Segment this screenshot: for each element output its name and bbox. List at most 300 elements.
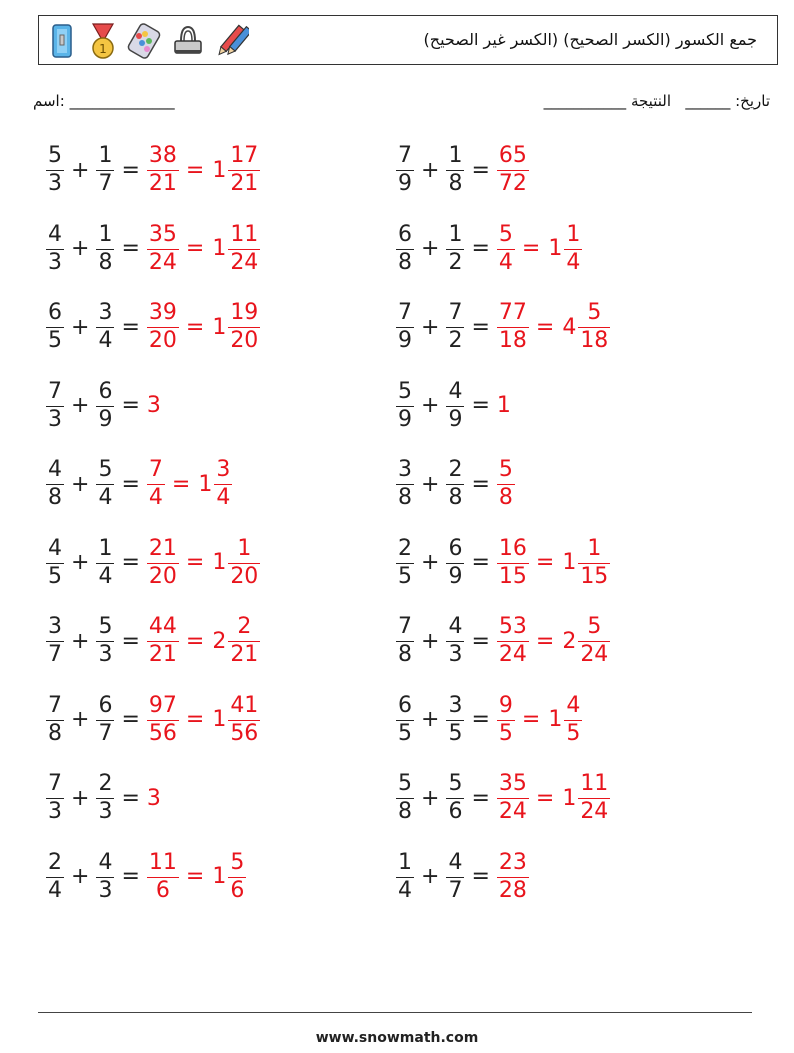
- answer-whole: 1: [496, 393, 511, 418]
- fraction: [46, 692, 64, 746]
- mixed-whole: 2: [562, 628, 577, 654]
- denominator: 8: [398, 485, 412, 510]
- numerator: 5: [230, 849, 245, 875]
- equals-sign: =: [121, 236, 140, 261]
- numerator: 5: [398, 771, 412, 796]
- denominator: 24: [148, 249, 177, 275]
- answer-fraction: [497, 145, 529, 195]
- plus-sign: +: [421, 785, 440, 811]
- mixed-whole: 1: [562, 550, 577, 575]
- denominator: 8: [448, 171, 463, 196]
- svg-text:1: 1: [99, 42, 107, 56]
- plus-sign: +: [71, 864, 90, 889]
- denominator: 3: [98, 642, 113, 667]
- numerator: 5: [48, 143, 62, 168]
- score-blank: ___________: [543, 92, 627, 110]
- fraction: [446, 145, 464, 195]
- numerator: 2: [98, 771, 113, 796]
- answer-fraction: [497, 459, 515, 509]
- numerator: 39: [148, 300, 177, 325]
- denominator: 3: [48, 249, 62, 275]
- fraction: [96, 535, 114, 589]
- fraction: [446, 459, 464, 509]
- mixed-fraction: [578, 535, 610, 589]
- numerator: 2: [48, 849, 62, 875]
- denominator: 2: [448, 328, 463, 353]
- problem-9: [46, 459, 232, 509]
- plus-sign: +: [421, 550, 440, 575]
- mixed-whole: 1: [212, 314, 227, 340]
- denominator: 56: [230, 720, 259, 746]
- denominator: 7: [448, 877, 463, 903]
- problem-4: [396, 221, 582, 275]
- denominator: 56: [148, 720, 177, 746]
- denominator: 3: [48, 799, 62, 824]
- numerator: 6: [448, 535, 463, 561]
- plus-sign: +: [71, 550, 90, 575]
- problem-11: [46, 535, 260, 589]
- mixed-fraction: [578, 773, 610, 823]
- denominator: 5: [448, 720, 463, 746]
- numerator: 5: [587, 300, 602, 325]
- denominator: 2: [448, 249, 463, 275]
- numerator: 5: [498, 221, 513, 247]
- equals-sign: =: [121, 314, 140, 340]
- numerator: 6: [98, 692, 113, 718]
- numerator: 3: [98, 300, 113, 325]
- fraction: [446, 849, 464, 903]
- fraction: [46, 145, 64, 195]
- numerator: 2: [398, 535, 412, 561]
- plus-sign: +: [71, 314, 90, 340]
- equals-sign: =: [535, 628, 555, 654]
- mixed-whole: 1: [212, 157, 227, 183]
- equals-sign: =: [471, 393, 490, 418]
- mixed-whole: 1: [548, 707, 563, 732]
- score-label: النتيجة: [630, 92, 671, 110]
- numerator: 1: [448, 221, 463, 247]
- numerator: 1: [587, 535, 602, 561]
- fraction: [46, 535, 64, 589]
- date-score-field: [544, 92, 770, 110]
- plus-sign: +: [421, 314, 440, 340]
- numerator: 7: [398, 143, 412, 168]
- fraction: [96, 145, 114, 195]
- numerator: 4: [566, 692, 581, 718]
- numerator: 4: [98, 849, 113, 875]
- denominator: 8: [48, 720, 62, 746]
- answer-fraction: [147, 692, 179, 746]
- equals-sign: =: [185, 864, 205, 889]
- name-label: اسم:: [33, 92, 65, 110]
- numerator: 21: [148, 535, 177, 561]
- plus-sign: +: [421, 471, 440, 497]
- answer-fraction: [147, 849, 179, 903]
- medal-icon: [87, 22, 119, 60]
- equals-sign: =: [471, 628, 490, 654]
- equals-sign: =: [471, 785, 490, 811]
- numerator: 44: [148, 614, 177, 639]
- numerator: 17: [230, 143, 259, 168]
- equals-sign: =: [535, 314, 555, 340]
- footer-divider: [38, 1012, 752, 1013]
- problem-16: [396, 692, 582, 746]
- numerator: 5: [98, 457, 113, 482]
- mixed-fraction: [228, 535, 260, 589]
- mixed-whole: 1: [212, 550, 227, 575]
- numerator: 7: [448, 300, 463, 325]
- pencil-sharpener-icon: [45, 23, 79, 59]
- numerator: 4: [48, 221, 62, 247]
- plus-sign: +: [71, 785, 90, 811]
- numerator: 1: [98, 221, 113, 247]
- answer-fraction: [497, 692, 515, 746]
- equals-sign: =: [185, 157, 205, 183]
- mixed-fraction: [228, 302, 260, 352]
- numerator: 7: [48, 378, 62, 404]
- mixed-whole: 1: [198, 471, 213, 497]
- problem-13: [46, 616, 260, 666]
- mixed-fraction: [578, 616, 610, 666]
- mixed-fraction: [214, 459, 232, 509]
- numerator: 53: [498, 614, 527, 639]
- equals-sign: =: [471, 550, 490, 575]
- denominator: 9: [398, 171, 412, 196]
- plus-sign: +: [421, 628, 440, 654]
- answer-fraction: [147, 302, 179, 352]
- mixed-whole: 1: [212, 864, 227, 889]
- answer-fraction: [497, 302, 529, 352]
- plus-sign: +: [421, 393, 440, 418]
- denominator: 9: [398, 328, 412, 353]
- equals-sign: =: [185, 628, 205, 654]
- date-label: تاريخ:: [735, 92, 770, 110]
- fraction: [396, 849, 414, 903]
- date-blank: ______: [685, 92, 731, 110]
- problem-19: [46, 849, 246, 903]
- denominator: 15: [498, 563, 527, 589]
- problem-15: [46, 692, 260, 746]
- denominator: 8: [398, 799, 412, 824]
- fraction: [396, 378, 414, 432]
- plus-sign: +: [71, 236, 90, 261]
- fraction: [96, 616, 114, 666]
- answer-fraction: [497, 221, 515, 275]
- numerator: 6: [398, 692, 412, 718]
- mixed-whole: 1: [548, 236, 563, 261]
- numerator: 4: [48, 535, 62, 561]
- name-field: [33, 92, 175, 110]
- denominator: 20: [148, 328, 177, 353]
- denominator: 6: [155, 877, 170, 903]
- equals-sign: =: [471, 471, 490, 497]
- plus-sign: +: [421, 707, 440, 732]
- numerator: 11: [580, 771, 609, 796]
- plus-sign: +: [421, 236, 440, 261]
- fraction: [46, 459, 64, 509]
- problem-20: [396, 849, 529, 903]
- equals-sign: =: [121, 550, 140, 575]
- denominator: 9: [398, 406, 412, 432]
- plus-sign: +: [71, 707, 90, 732]
- answer-fraction: [147, 459, 165, 509]
- numerator: 3: [48, 614, 62, 639]
- numerator: 3: [216, 457, 231, 482]
- denominator: 7: [98, 171, 113, 196]
- equals-sign: =: [185, 707, 205, 732]
- denominator: 5: [398, 720, 412, 746]
- plus-sign: +: [71, 628, 90, 654]
- numerator: 1: [237, 535, 252, 561]
- footer-site: www.snowmath.com: [315, 1030, 479, 1046]
- fraction: [46, 616, 64, 666]
- mixed-fraction: [228, 145, 260, 195]
- fraction: [96, 459, 114, 509]
- equals-sign: =: [121, 785, 140, 811]
- fraction: [396, 145, 414, 195]
- numerator: 5: [587, 614, 602, 639]
- denominator: 8: [448, 485, 463, 510]
- denominator: 21: [230, 171, 259, 196]
- denominator: 3: [48, 406, 62, 432]
- numerator: 38: [148, 143, 177, 168]
- fraction: [396, 692, 414, 746]
- mixed-fraction: [228, 692, 260, 746]
- denominator: 8: [98, 249, 113, 275]
- numerator: 35: [148, 221, 177, 247]
- numerator: 7: [48, 692, 62, 718]
- numerator: 7: [48, 771, 62, 796]
- fraction: [396, 459, 414, 509]
- answer-whole: 3: [146, 393, 161, 418]
- denominator: 3: [98, 799, 113, 824]
- mixed-whole: 4: [562, 314, 577, 340]
- denominator: 4: [98, 563, 113, 589]
- equals-sign: =: [185, 236, 205, 261]
- numerator: 5: [498, 457, 513, 482]
- numerator: 9: [498, 692, 513, 718]
- binder-clip-icon: [171, 23, 205, 59]
- problem-7: [46, 378, 161, 432]
- denominator: 4: [98, 328, 113, 353]
- problem-3: [46, 221, 260, 275]
- denominator: 21: [230, 642, 259, 667]
- denominator: 9: [448, 563, 463, 589]
- numerator: 16: [498, 535, 527, 561]
- denominator: 5: [566, 720, 581, 746]
- fraction: [96, 692, 114, 746]
- numerator: 1: [398, 849, 412, 875]
- denominator: 8: [398, 249, 412, 275]
- denominator: 3: [48, 171, 62, 196]
- plus-sign: +: [71, 393, 90, 418]
- denominator: 8: [48, 485, 62, 510]
- page-title: جمع الكسور (الكسر الصحيح) (الكسر غير الصحيح): [423, 30, 757, 49]
- answer-fraction: [497, 616, 529, 666]
- fraction: [46, 302, 64, 352]
- denominator: 6: [448, 799, 463, 824]
- fraction: [46, 221, 64, 275]
- numerator: 7: [398, 300, 412, 325]
- mixed-fraction: [228, 221, 260, 275]
- answer-fraction: [147, 221, 179, 275]
- problem-8: [396, 378, 511, 432]
- equals-sign: =: [121, 864, 140, 889]
- name-blank: ______________: [69, 92, 175, 110]
- numerator: 5: [98, 614, 113, 639]
- denominator: 24: [580, 799, 609, 824]
- numerator: 65: [498, 143, 527, 168]
- mixed-fraction: [228, 849, 246, 903]
- numerator: 3: [448, 692, 463, 718]
- answer-fraction: [147, 535, 179, 589]
- numerator: 2: [237, 614, 252, 639]
- denominator: 8: [498, 485, 513, 510]
- numerator: 4: [448, 849, 463, 875]
- denominator: 6: [230, 877, 245, 903]
- fraction: [446, 616, 464, 666]
- numerator: 7: [398, 614, 412, 639]
- numerator: 1: [566, 221, 581, 247]
- denominator: 24: [498, 799, 527, 824]
- numerator: 11: [230, 221, 259, 247]
- numerator: 7: [148, 457, 163, 482]
- problem-14: [396, 616, 610, 666]
- mixed-fraction: [578, 302, 610, 352]
- numerator: 4: [448, 614, 463, 639]
- mixed-whole: 2: [212, 628, 227, 654]
- denominator: 5: [398, 563, 412, 589]
- denominator: 7: [98, 720, 113, 746]
- equals-sign: =: [471, 314, 490, 340]
- equals-sign: =: [471, 236, 490, 261]
- denominator: 21: [148, 171, 177, 196]
- denominator: 7: [48, 642, 62, 667]
- paint-palette-icon: [127, 22, 163, 60]
- numerator: 1: [98, 143, 113, 168]
- mixed-whole: 1: [212, 707, 227, 732]
- equals-sign: =: [185, 314, 205, 340]
- answer-fraction: [147, 145, 179, 195]
- equals-sign: =: [521, 707, 541, 732]
- problem-17: [46, 773, 161, 823]
- denominator: 9: [98, 406, 113, 432]
- header-icons: [45, 22, 249, 60]
- denominator: 4: [216, 485, 231, 510]
- plus-sign: +: [421, 157, 440, 183]
- denominator: 18: [580, 328, 609, 353]
- problem-10: [396, 459, 515, 509]
- numerator: 1: [448, 143, 463, 168]
- numerator: 5: [398, 378, 412, 404]
- denominator: 4: [48, 877, 62, 903]
- fraction: [396, 302, 414, 352]
- numerator: 2: [448, 457, 463, 482]
- numerator: 4: [448, 378, 463, 404]
- equals-sign: =: [121, 393, 140, 418]
- denominator: 20: [148, 563, 177, 589]
- denominator: 5: [48, 563, 62, 589]
- fraction: [46, 773, 64, 823]
- plus-sign: +: [71, 471, 90, 497]
- numerator: 1: [98, 535, 113, 561]
- mixed-fraction: [564, 692, 582, 746]
- denominator: 24: [580, 642, 609, 667]
- fraction: [46, 378, 64, 432]
- problem-18: [396, 773, 610, 823]
- plus-sign: +: [71, 157, 90, 183]
- denominator: 4: [148, 485, 163, 510]
- fraction: [446, 773, 464, 823]
- numerator: 11: [148, 849, 177, 875]
- equals-sign: =: [121, 157, 140, 183]
- denominator: 5: [48, 328, 62, 353]
- numerator: 3: [398, 457, 412, 482]
- plus-sign: +: [421, 864, 440, 889]
- equals-sign: =: [471, 707, 490, 732]
- denominator: 4: [498, 249, 513, 275]
- numerator: 6: [48, 300, 62, 325]
- denominator: 5: [498, 720, 513, 746]
- fraction: [96, 221, 114, 275]
- fraction: [446, 221, 464, 275]
- equals-sign: =: [121, 628, 140, 654]
- mixed-whole: 1: [562, 785, 577, 811]
- fraction: [396, 616, 414, 666]
- pencils-icon: [213, 22, 249, 60]
- answer-whole: 3: [146, 785, 161, 811]
- numerator: 5: [448, 771, 463, 796]
- denominator: 3: [98, 877, 113, 903]
- denominator: 28: [498, 877, 527, 903]
- numerator: 23: [498, 849, 527, 875]
- equals-sign: =: [185, 550, 205, 575]
- equals-sign: =: [471, 864, 490, 889]
- fraction: [96, 378, 114, 432]
- numerator: 6: [398, 221, 412, 247]
- denominator: 24: [230, 249, 259, 275]
- fraction: [446, 302, 464, 352]
- answer-fraction: [497, 773, 529, 823]
- fraction: [96, 773, 114, 823]
- problem-12: [396, 535, 610, 589]
- denominator: 4: [398, 877, 412, 903]
- equals-sign: =: [471, 157, 490, 183]
- fraction: [446, 692, 464, 746]
- answer-fraction: [497, 849, 529, 903]
- header-box: [38, 15, 778, 65]
- numerator: 41: [230, 692, 259, 718]
- fraction: [396, 535, 414, 589]
- equals-sign: =: [521, 236, 541, 261]
- denominator: 24: [498, 642, 527, 667]
- problem-5: [46, 302, 260, 352]
- equals-sign: =: [121, 471, 140, 497]
- denominator: 9: [448, 406, 463, 432]
- fraction: [396, 773, 414, 823]
- denominator: 15: [580, 563, 609, 589]
- fraction: [96, 302, 114, 352]
- equals-sign: =: [535, 785, 555, 811]
- denominator: 20: [230, 328, 259, 353]
- answer-fraction: [147, 616, 179, 666]
- denominator: 3: [448, 642, 463, 667]
- denominator: 8: [398, 642, 412, 667]
- denominator: 21: [148, 642, 177, 667]
- problem-6: [396, 302, 610, 352]
- answer-fraction: [497, 535, 529, 589]
- numerator: 35: [498, 771, 527, 796]
